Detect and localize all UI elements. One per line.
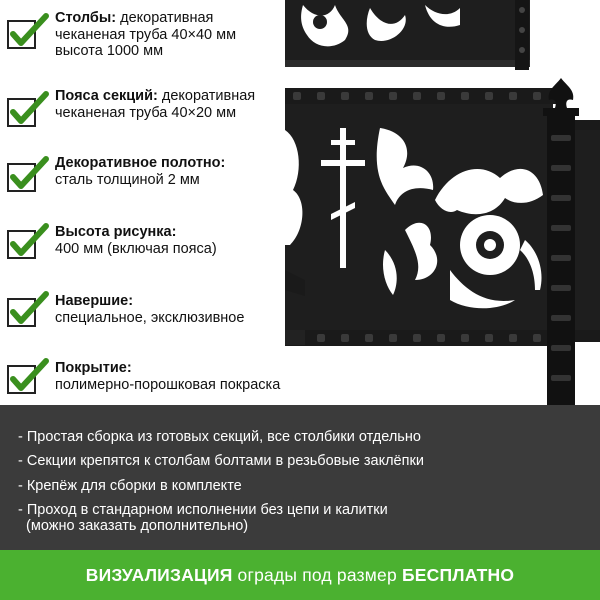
spec-line1: декоративная xyxy=(116,10,214,26)
footer-banner xyxy=(0,550,600,600)
spec-line2: чеканеная труба 40×20 мм xyxy=(55,104,237,121)
spec-line2: специальное, эксклюзивное xyxy=(55,309,245,326)
checkbox-check-icon xyxy=(6,155,52,195)
info-item: - Крепёж для сборки в комплекте xyxy=(18,478,242,494)
checkbox-check-icon xyxy=(6,12,52,52)
info-item xyxy=(18,502,588,534)
spec-title: Высота рисунка: xyxy=(55,224,177,240)
info-item: - Простая сборка из готовых секций, все столбики отдельно xyxy=(18,429,421,445)
fence-image xyxy=(285,0,600,405)
footer-strong-2: БЕСПЛАТНО xyxy=(401,565,515,585)
spec-text xyxy=(55,155,320,188)
checkbox-check-icon xyxy=(6,357,52,397)
spec-title: Навершие: xyxy=(55,293,134,309)
spec-text xyxy=(55,10,320,60)
spec-text xyxy=(55,88,320,121)
info-line2: (можно заказать дополнительно) xyxy=(18,518,249,534)
spec-title: Покрытие: xyxy=(55,360,132,376)
fence-post xyxy=(543,78,600,405)
spec-text xyxy=(55,224,320,257)
spec-text xyxy=(55,360,320,393)
checkbox-check-icon xyxy=(6,222,52,262)
spec-title: Столбы: xyxy=(55,10,117,26)
fence-front-section xyxy=(285,88,560,346)
spec-title: Декоративное полотно: xyxy=(55,155,226,171)
footer-strong-1: ВИЗУАЛИЗАЦИЯ xyxy=(85,565,233,585)
checkbox-check-icon xyxy=(6,290,52,330)
spec-line2: сталь толщиной 2 мм xyxy=(55,171,200,188)
checkbox-check-icon xyxy=(6,90,52,130)
spec-text xyxy=(55,293,320,326)
spec-line2: чеканеная труба 40×40 мм xyxy=(55,26,237,43)
fence-back-section xyxy=(285,0,530,70)
footer-normal: ограды под размер xyxy=(232,565,402,585)
info-line1: - Проход в стандарном исполнении без цепи и калитки xyxy=(18,502,388,518)
spec-list xyxy=(0,0,320,405)
info-band xyxy=(0,405,600,550)
info-item: - Секции крепятся к столбам болтами в резьбовые заклёпки xyxy=(18,453,424,469)
spec-line2: 400 мм (включая пояса) xyxy=(55,240,217,257)
spec-title: Пояса секций: xyxy=(55,88,158,104)
spec-line1: декоративная xyxy=(157,88,256,104)
spec-line2: полимерно-порошковая покраска xyxy=(55,376,281,393)
fence-illustration xyxy=(285,0,600,405)
spec-line3: высота 1000 мм xyxy=(55,43,164,59)
